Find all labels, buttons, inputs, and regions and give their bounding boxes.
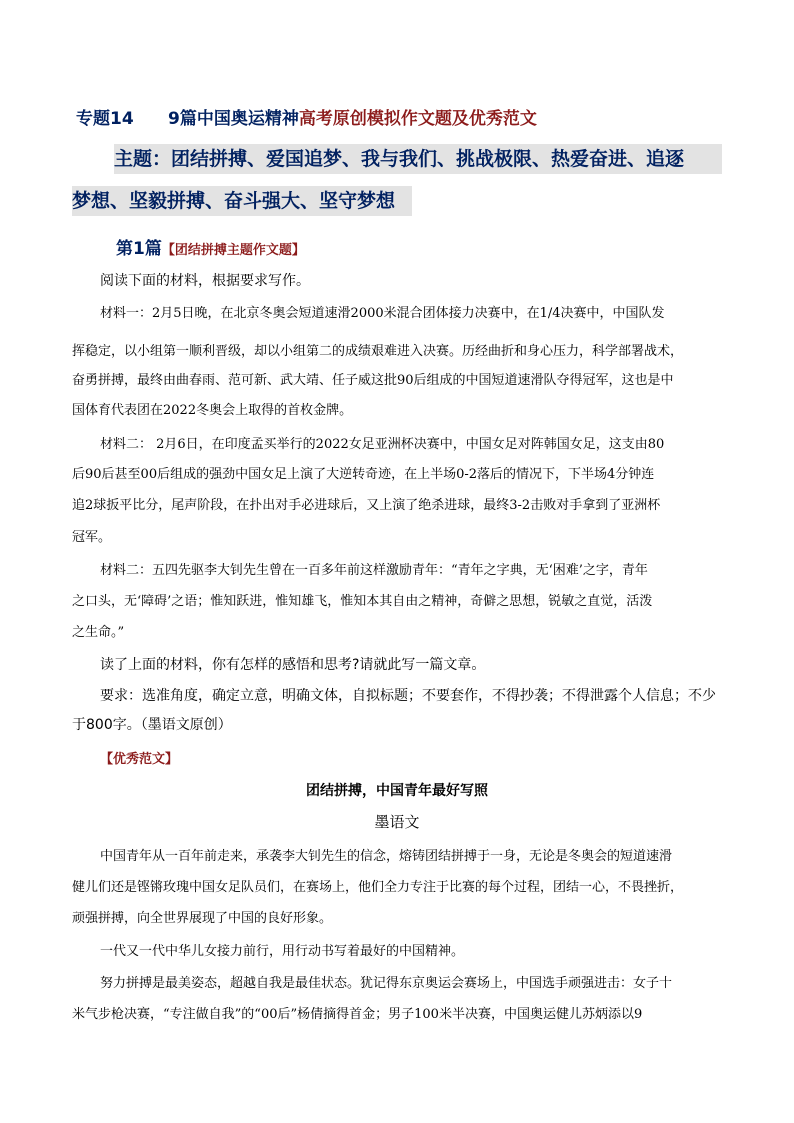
- subject-line-1: 主题：团结拼搏、爱国追梦、我与我们、挑战极限、热爱奋进、追逐: [114, 144, 722, 174]
- material-2-line: 追2球扳平比分，尾声阶段，在扑出对手必进球后，又上演了绝杀进球，最终3-2击败对手拿到了亚洲杯: [72, 498, 661, 513]
- material-1-line: 挥稳定，以小组第一顺利晋级，却以小组第二的成绩艰难进入决赛。历经曲折和身心压力，科学部署战术，: [72, 344, 684, 359]
- prompt-requirements: 要求：选准角度，确定立意，明确文体，自拟标题；不要套作，不得抄袭；不得泄露个人信息；不少: [100, 688, 716, 704]
- prompt-question: 读了上面的材料，你有怎样的感悟和思考?请就此写一篇文章。: [100, 657, 486, 673]
- material-2-line: 冠军。: [72, 530, 112, 545]
- essay-paragraph-line: 顽强拼搏，向全世界展现了中国的良好形象。: [72, 911, 333, 926]
- material-1-line: 奋勇拼搏，最终由曲春雨、范可新、武大靖、任子威这批90后组成的中国短道速滑队夺得冠军，这也是中: [72, 373, 674, 388]
- prompt-requirements: 于800字。（墨语文原创）: [72, 717, 232, 733]
- material-2-line: 后90后甚至00后组成的强劲中国女足上演了大逆转奇迹，在上半场0-2落后的情况下，下半场4分钟连: [72, 467, 655, 482]
- material-1-line: 国体育代表团在2022冬奥会上取得的首枚金牌。: [72, 403, 353, 418]
- material-3-line: 之口头，无‘障碍’之语；惟知跃进，惟知雄飞，惟知本其自由之精神，奇僻之思想，锐敏之直觉，活泼: [72, 594, 653, 609]
- material-3-line: 之生命。”: [72, 625, 125, 640]
- material-2-line: 材料二： 2月6日，在印度孟买举行的2022女足亚洲杯决赛中，中国女足对阵韩国女足，这支由80: [100, 437, 665, 452]
- chapter-heading: [116, 234, 305, 259]
- essay-paragraph-line: 健儿们还是铿锵玫瑰中国女足队员们，在赛场上，他们全力专注于比赛的每个过程，团结一心，不畏挫折，: [72, 880, 684, 895]
- material-1-line: 材料一：2月5日晚，在北京冬奥会短道速滑2000米混合团体接力决赛中，在1/4决赛中，中国队发: [100, 306, 665, 321]
- essay-paragraph-line: 米气步枪决赛，“专注做自我”的“00后”杨倩摘得首金；男子100米半决赛，中国奥运健儿苏炳添以9: [72, 1007, 643, 1022]
- essay-author: 墨语文: [374, 813, 420, 831]
- material-3-line: 材料二：五四先驱李大钊先生曾在一百多年前这样激励青年：“青年之字典，无‘困难’之字，青年: [100, 563, 648, 578]
- essay-paragraph-line: 一代又一代中华儿女接力前行，用行动书写着最好的中国精神。: [100, 944, 465, 959]
- chapter-title: 第1篇: [116, 239, 162, 259]
- essay-paragraph-line: 努力拼搏是最美姿态，超越自我是最佳状态。犹记得东京奥运会赛场上，中国选手顽强进击：女子十: [100, 976, 673, 991]
- doc-title-red: 高考原创模拟作文题及优秀范文: [298, 109, 537, 129]
- essay-title: 团结拼搏，中国青年最好写照: [306, 783, 488, 799]
- prompt-intro: 阅读下面的材料，根据要求写作。: [100, 273, 310, 289]
- essay-paragraph-line: 中国青年从一百年前走来，承袭李大钊先生的信念，熔铸团结拼搏于一身，无论是冬奥会的短道速滑: [100, 849, 673, 864]
- subject-line-2: 梦想、坚毅拼搏、奋斗强大、坚守梦想: [72, 186, 412, 216]
- doc-title-blue: 9篇中国奥运精神: [168, 109, 299, 129]
- chapter-tag: 【团结拼搏主题作文题】: [161, 243, 305, 258]
- essay-tag: 【优秀范文】: [100, 752, 179, 767]
- topic-number: 专题14: [76, 109, 134, 129]
